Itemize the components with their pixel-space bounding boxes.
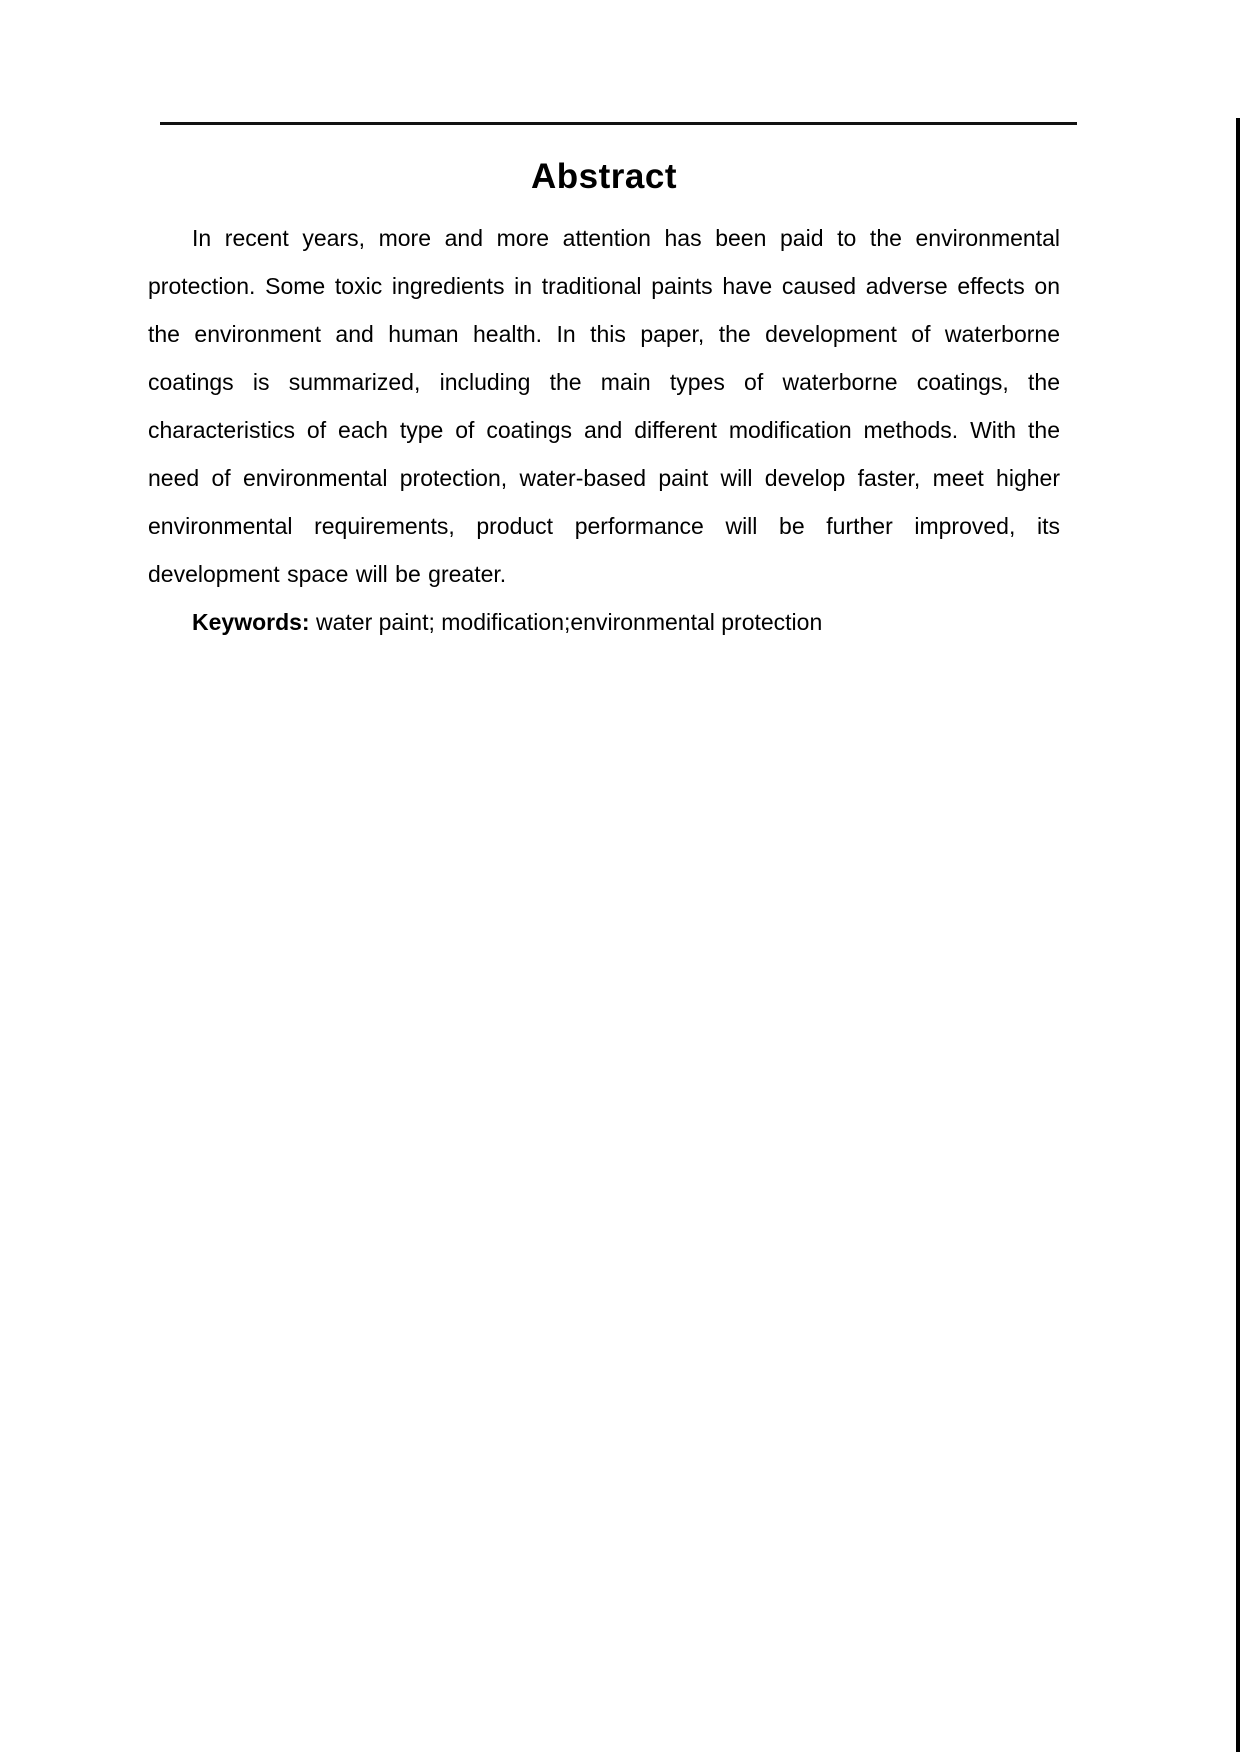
abstract-paragraph: In recent years, more and more attention has been paid to the environmental protection. Some toxic ingredients in traditional paints have caused adverse effects on the environment and human health. In this paper, the development of waterborne coatings is summarized, including the main types of waterborne coatings, the characteristics of each type of coatings and different modification methods. With the need of environmental protection, water-based paint will develop faster, meet higher environmental requirements, product performance will be further improved, its development space will be greater. (148, 225, 1060, 587)
keywords-line (148, 598, 1060, 646)
keywords-text: water paint; modification;environmental protection (309, 609, 823, 635)
abstract-section (148, 0, 1060, 646)
adjacent-page-edge-line (1236, 118, 1240, 1752)
keywords-label: Keywords: (192, 609, 310, 635)
abstract-heading: Abstract (531, 157, 677, 196)
